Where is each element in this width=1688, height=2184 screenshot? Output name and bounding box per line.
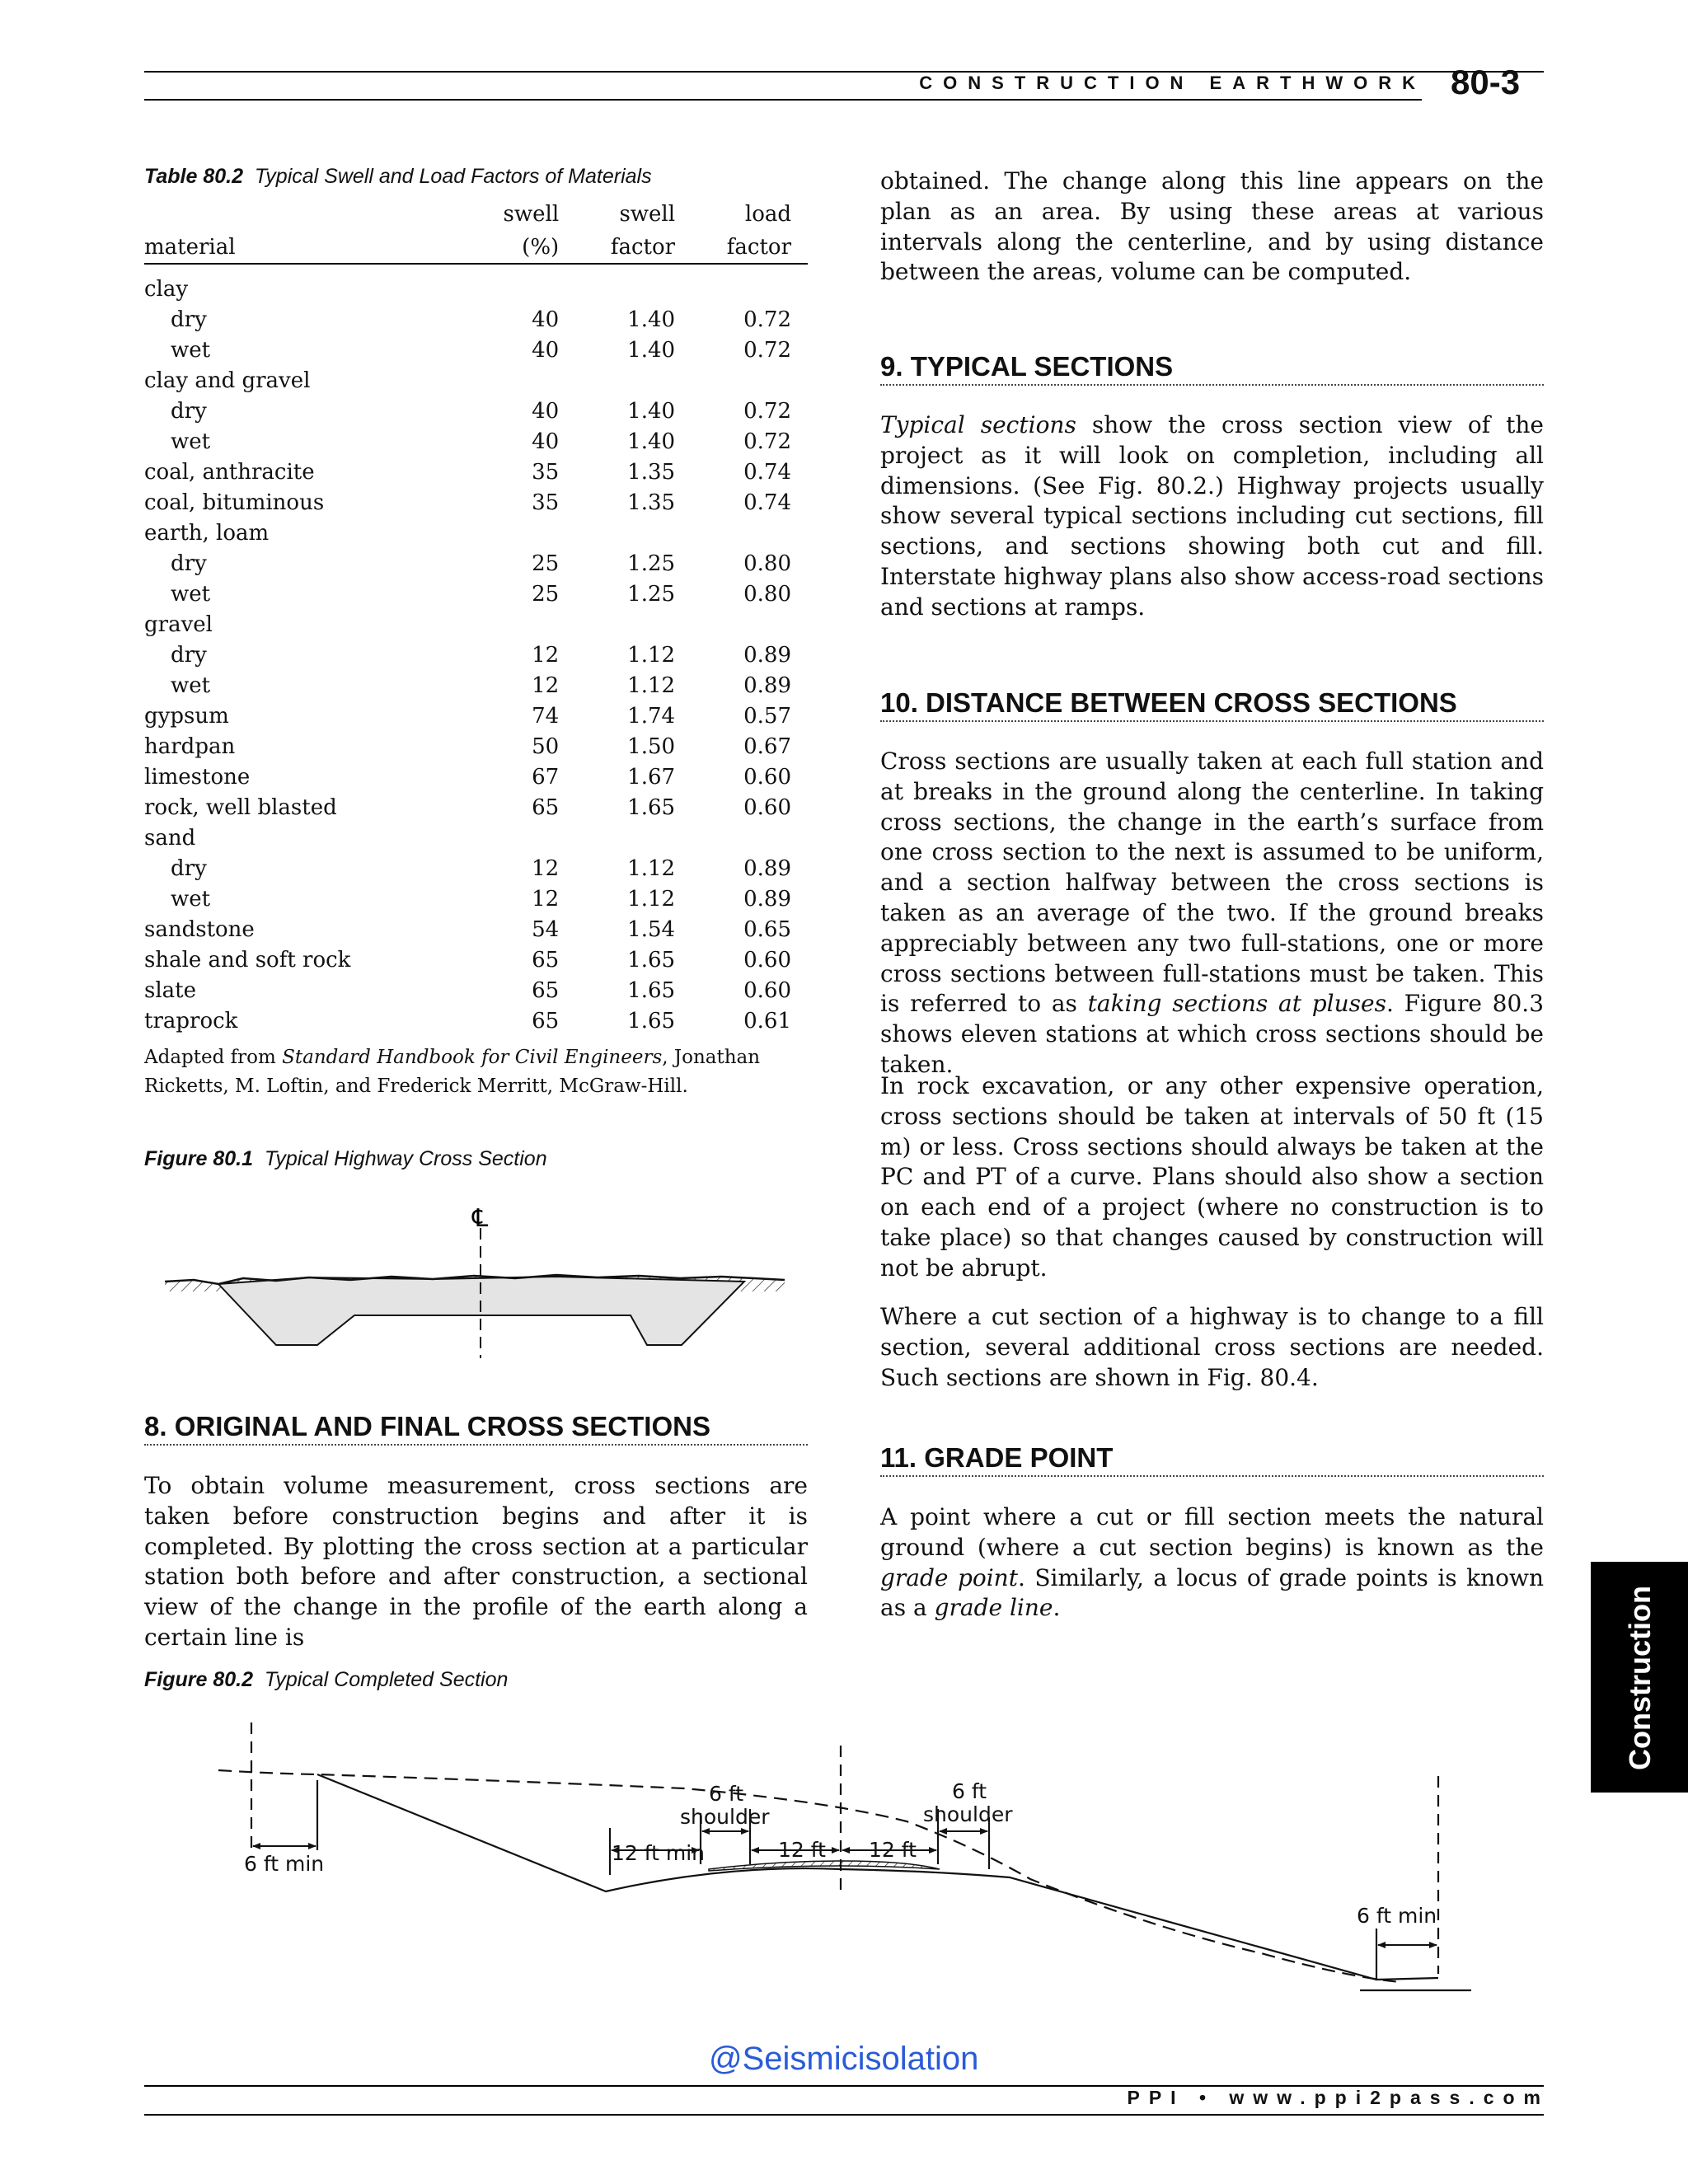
cell-swell-factor: 1.67: [627, 765, 676, 790]
cell-swell-factor: 1.12: [627, 673, 676, 698]
cell-swell-factor: 1.12: [627, 856, 676, 881]
cell-swell-factor: 1.12: [627, 887, 676, 912]
cell-swell-pct: 40: [532, 429, 560, 454]
label-shoulder-left-2: shoulder: [680, 1805, 770, 1829]
cell-swell-pct: 40: [532, 307, 560, 332]
cell-material: dry: [171, 856, 207, 881]
cell-swell-pct: 35: [532, 490, 560, 515]
cell-material: gypsum: [144, 704, 229, 729]
cell-load-factor: 0.74: [743, 490, 791, 515]
cell-material: dry: [171, 551, 207, 576]
cell-swell-pct: 40: [532, 338, 560, 363]
cell-material: wet: [171, 429, 211, 454]
cell-load-factor: 0.89: [743, 643, 791, 668]
cell-load-factor: 0.60: [743, 765, 791, 790]
label-lane-left: 12 ft: [778, 1838, 826, 1862]
cell-load-factor: 0.72: [743, 429, 791, 454]
cell-material: sandstone: [144, 917, 255, 942]
col-load-factor-line1: load: [744, 202, 791, 227]
cell-load-factor: 0.57: [743, 704, 791, 729]
cell-material: coal, bituminous: [144, 490, 325, 515]
section-8-paragraph: To obtain volume measurement, cross sections are taken before construction begins and after it is completed. By plotting the cross section at a particular station both before and after construction, a sectional view of the change in the profile of the earth along a certain line is: [144, 1472, 808, 1651]
cell-swell-factor: 1.40: [627, 338, 676, 363]
original-ground-line: [218, 1770, 1401, 1982]
centerline-symbol: ℄: [472, 1204, 489, 1233]
table-caption-number: Table 80.2: [144, 165, 243, 188]
footer-text: PPI • www.ppi2pass.com: [1127, 2087, 1550, 2108]
cell-swell-pct: 12: [532, 887, 560, 912]
cell-swell-pct: 12: [532, 673, 560, 698]
cell-swell-pct: 25: [532, 582, 560, 607]
figure1-number: Figure 80.1: [144, 1147, 253, 1170]
cell-load-factor: 0.60: [743, 978, 791, 1003]
cell-material: gravel: [144, 612, 213, 637]
cell-swell-pct: 25: [532, 551, 560, 576]
cell-swell-pct: 12: [532, 856, 560, 881]
term-taking-sections: taking sections at pluses: [1087, 990, 1386, 1018]
cell-swell-factor: 1.35: [627, 490, 676, 515]
cell-material: limestone: [144, 765, 251, 790]
col-load-factor-line2: factor: [675, 230, 808, 264]
section-10-paragraph-1: Cross sections are usually taken at each full station and at breaks in the ground along the centerline. In taking cross sections, the change in the earth’s surface from one cross section to the next is assumed to be uniform, and a section halfway between the cross sections is taken as an average of the two. If the ground breaks appreciably between any two full-stations, one or more cross sections between full-stations must be taken. This is referred to as taking sections at pluses. Figure 80.3 shows eleven stations at which cross sections should be taken.: [880, 748, 1545, 1078]
cell-swell-factor: 1.54: [627, 917, 676, 942]
cell-swell-factor: 1.25: [627, 551, 676, 576]
cell-swell-factor: 1.40: [627, 307, 676, 332]
cell-load-factor: 0.89: [743, 673, 791, 698]
cell-swell-pct: 74: [532, 704, 560, 729]
col-material: material: [144, 230, 409, 264]
label-right-min: 6 ft min: [1357, 1904, 1437, 1928]
label-shoulder-right-1: 6 ft: [952, 1779, 987, 1803]
page-number: 80-3: [1451, 63, 1521, 101]
cell-load-factor: 0.60: [743, 948, 791, 972]
label-shoulder-right-2: shoulder: [923, 1802, 1013, 1826]
heading-section-8: 8. ORIGINAL AND FINAL CROSS SECTIONS: [144, 1411, 808, 1446]
cell-swell-pct: 50: [532, 734, 560, 759]
label-lane-right: 12 ft: [869, 1838, 917, 1862]
cell-swell-factor: 1.65: [627, 978, 676, 1003]
cell-load-factor: 0.89: [743, 856, 791, 881]
cell-material: slate: [144, 978, 196, 1003]
label-left-min: 6 ft min: [244, 1852, 325, 1876]
cell-material: wet: [171, 673, 211, 698]
table-source-note: Adapted from Standard Handbook for Civil Engineers, Jonathan Ricketts, M. Loftin, and Frederick Merritt, McGraw-Hill.: [144, 1047, 761, 1097]
cell-material: rock, well blasted: [144, 795, 337, 820]
figure2-number: Figure 80.2: [144, 1668, 253, 1691]
cell-load-factor: 0.72: [743, 399, 791, 424]
section-10-paragraph-2: In rock excavation, or any other expensive operation, cross sections should be taken at intervals of 50 ft (15 m) or less. Cross sections should always be taken at the PC and PT of a curve. Plans should also show a section on each end of a project (where no construction is to take place) so that changes caused by construction will not be abrupt.: [880, 1072, 1544, 1282]
cell-swell-factor: 1.40: [627, 399, 676, 424]
term-grade-line: grade line: [934, 1594, 1053, 1622]
cell-material: shale and soft rock: [144, 948, 351, 972]
section-8-continued: obtained. The change along this line appears on the plan as an area. By using these areas at various intervals along the centerline, and by using distance between the areas, volume can be computed.: [880, 167, 1544, 286]
cell-load-factor: 0.72: [743, 307, 791, 332]
label-shoulder-left-1: 6 ft: [709, 1782, 744, 1806]
cell-swell-pct: 67: [532, 765, 560, 790]
section-9-paragraph: Typical sections show the cross section view of the project as it will look on completion, including all dimensions. (See Fig. 80.2.) Highway projects usually show several typical sections including cut sections, fill sections, and sections showing both cut and fill. Interstate highway plans also show access-road sections and sections at ramps.: [880, 411, 1544, 621]
cell-swell-factor: 1.65: [627, 948, 676, 972]
cell-material: earth, loam: [144, 521, 270, 546]
cell-load-factor: 0.74: [743, 460, 791, 485]
cell-swell-factor: 1.12: [627, 643, 676, 668]
chapter-side-tab: [1591, 1562, 1688, 1793]
footer-rule-lower: [144, 2114, 1544, 2116]
cell-material: dry: [171, 399, 207, 424]
section-11-paragraph: A point where a cut or fill section meets the natural ground (where a cut section begins) is known as the grade point. Similarly, a locus of grade points is known as a grade line.: [880, 1503, 1544, 1622]
cell-swell-factor: 1.35: [627, 460, 676, 485]
cell-swell-factor: 1.50: [627, 734, 676, 759]
col-swell-pct-line1: swell: [503, 202, 560, 227]
cell-swell-pct: 65: [532, 978, 560, 1003]
cell-swell-factor: 1.65: [627, 1009, 676, 1033]
heading-section-9: 9. TYPICAL SECTIONS: [880, 351, 1544, 386]
term-typical-sections: Typical sections: [880, 411, 1076, 438]
cell-swell-factor: 1.74: [627, 704, 676, 729]
cell-swell-pct: 65: [532, 795, 560, 820]
section-10-paragraph-3: Where a cut section of a highway is to change to a fill section, several additional cross sections are needed. Such sections are shown in Fig. 80.4.: [880, 1303, 1544, 1391]
col-swell-pct-line2: (%): [409, 230, 559, 264]
cell-material: wet: [171, 338, 211, 363]
figure1-title: Typical Highway Cross Section: [264, 1147, 547, 1170]
cell-load-factor: 0.72: [743, 338, 791, 363]
cell-material: clay and gravel: [144, 368, 311, 393]
running-header-title: CONSTRUCTION EARTHWORK: [919, 73, 1426, 93]
table-caption-title: Typical Swell and Load Factors of Materials: [254, 165, 652, 188]
cell-load-factor: 0.67: [743, 734, 791, 759]
cell-material: coal, anthracite: [144, 460, 315, 485]
cell-load-factor: 0.80: [743, 551, 791, 576]
watermark-text: @Seismicisolation: [709, 2041, 979, 2077]
cell-load-factor: 0.65: [743, 917, 791, 942]
cell-material: dry: [171, 643, 207, 668]
figure2-title: Typical Completed Section: [264, 1668, 509, 1691]
cell-swell-pct: 54: [532, 917, 560, 942]
cell-swell-pct: 35: [532, 460, 560, 485]
cell-material: wet: [171, 582, 211, 607]
cell-material: wet: [171, 887, 211, 912]
heading-section-10: 10. DISTANCE BETWEEN CROSS SECTIONS: [880, 687, 1544, 722]
cell-swell-factor: 1.40: [627, 429, 676, 454]
heading-section-11: 11. GRADE POINT: [880, 1442, 1544, 1477]
cell-material: hardpan: [144, 734, 236, 759]
label-ditch-width: 12 ft min: [612, 1841, 706, 1865]
term-grade-point: grade point: [880, 1563, 1018, 1591]
cell-swell-pct: 40: [532, 399, 560, 424]
col-swell-factor-line2: factor: [559, 230, 675, 264]
cell-load-factor: 0.60: [743, 795, 791, 820]
finished-section-line: [317, 1774, 1438, 1980]
cell-swell-pct: 12: [532, 643, 560, 668]
source-book-title: Standard Handbook for Civil Engineers: [282, 1047, 663, 1068]
cell-swell-pct: 65: [532, 948, 560, 972]
cell-load-factor: 0.61: [743, 1009, 791, 1033]
side-tab-label: Construction: [1623, 1586, 1657, 1770]
cell-material: traprock: [144, 1009, 238, 1033]
cell-swell-factor: 1.25: [627, 582, 676, 607]
cell-load-factor: 0.80: [743, 582, 791, 607]
cell-load-factor: 0.89: [743, 887, 791, 912]
cell-material: sand: [144, 826, 196, 851]
cell-swell-factor: 1.65: [627, 795, 676, 820]
cell-swell-pct: 65: [532, 1009, 560, 1033]
cell-material: clay: [144, 277, 189, 302]
cell-material: dry: [171, 307, 207, 332]
col-swell-factor-line1: swell: [619, 202, 676, 227]
